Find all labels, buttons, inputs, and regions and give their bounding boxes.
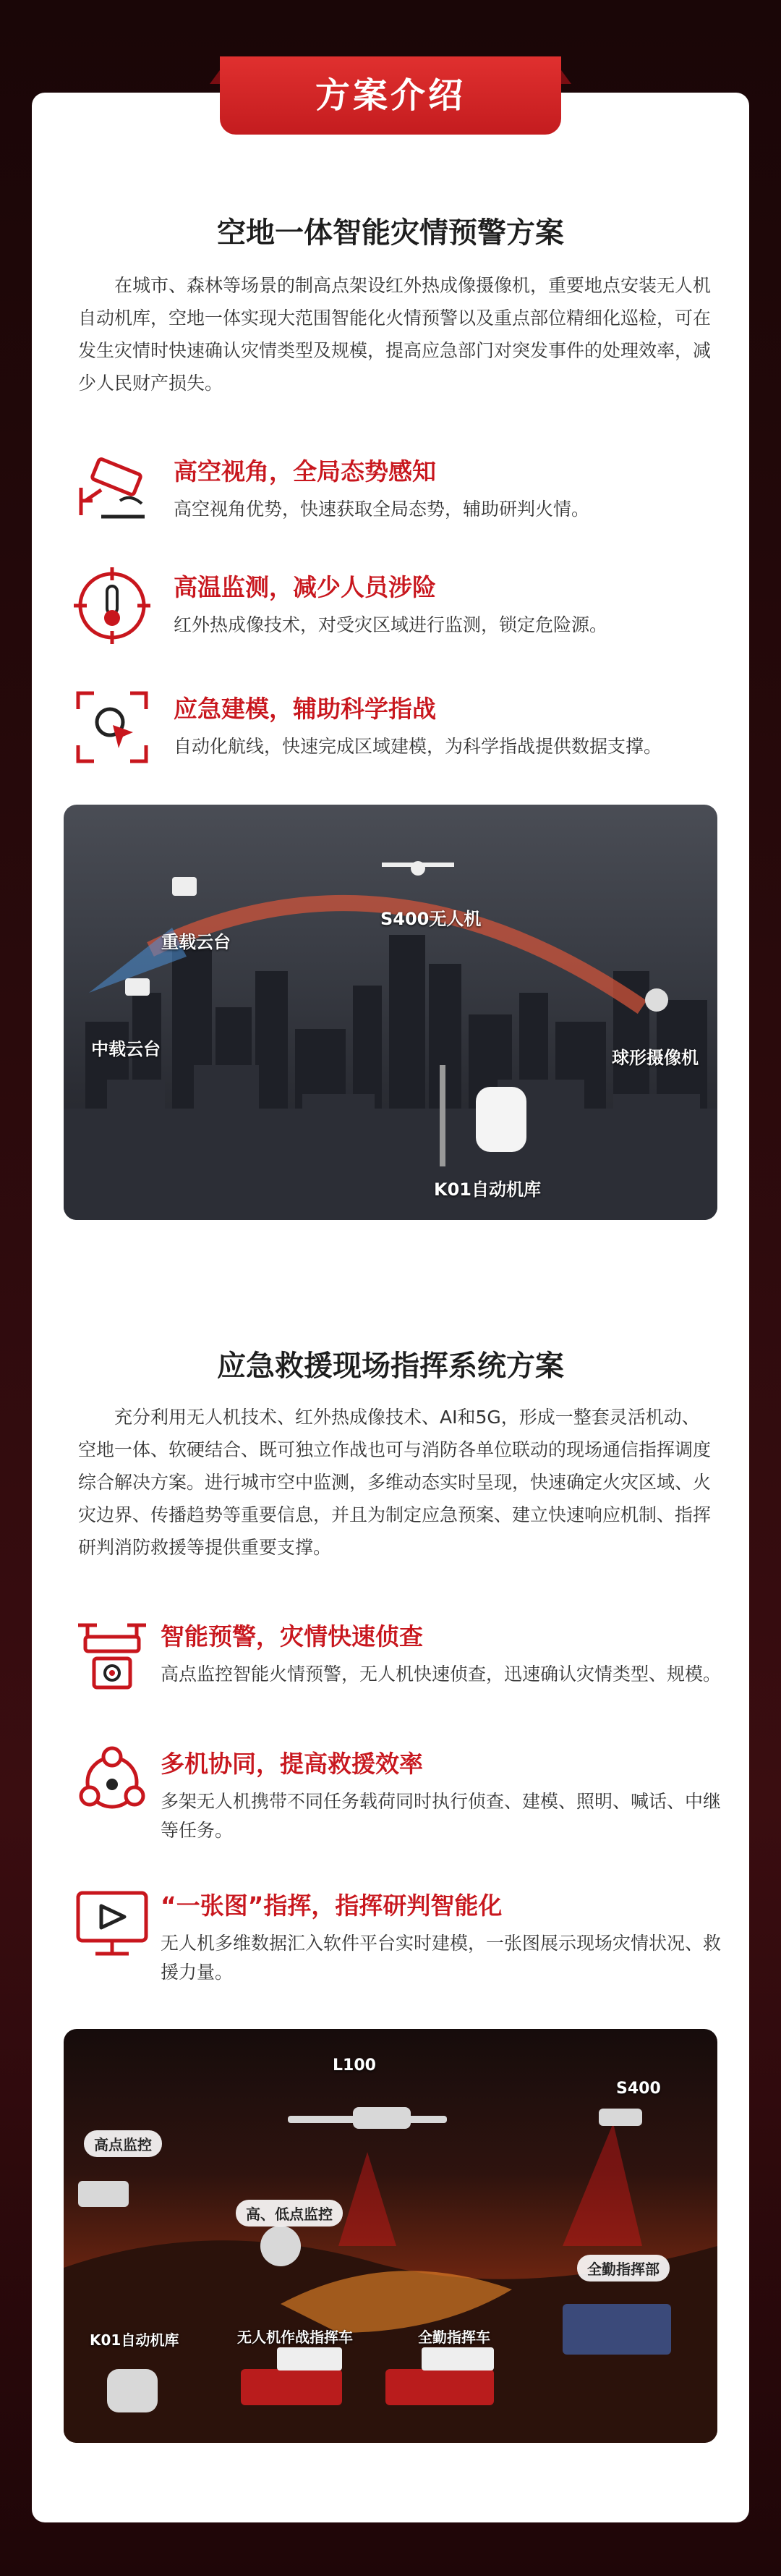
feature-desc: 自动化航线，快速完成区域建模，为科学指战提供数据支撑。 [174, 736, 662, 757]
feature-item [72, 566, 723, 653]
label-high-monitor: 高点监控 [84, 2130, 162, 2157]
label-l100: L100 [333, 2056, 376, 2075]
page-title: 方案介绍 [220, 56, 561, 135]
label-medium-gimbal: 中载云台 [91, 1039, 161, 1059]
feature-item [72, 1615, 723, 1702]
feature-desc: 无人机多维数据汇入软件平台实时建模，一张图展示现场灾情状况、救援力量。 [161, 1933, 722, 1983]
feature-desc: 高点监控智能火情预警，无人机快速侦查，迅速确认灾情类型、规模。 [161, 1664, 722, 1685]
feature-desc: 高空视角优势，快速获取全局态势，辅助研判火情。 [174, 499, 590, 520]
label-heavy-gimbal: 重载云台 [161, 932, 231, 952]
feature-item [72, 1884, 723, 1993]
drone-alert-icon [72, 1615, 152, 1695]
map-pointer-icon [72, 687, 152, 767]
feature-desc: 多架无人机携带不同任务载荷同时执行侦查、建模、照明、喊话、中继等任务。 [161, 1791, 722, 1841]
feature-title: 高温监测，减少人员涉险 [174, 573, 436, 601]
feature-title: 智能预警，灾情快速侦查 [161, 1622, 423, 1651]
section2-intro: 充分利用无人机技术、红外热成像技术、AI和5G，形成一整套灵活机动、空地一体、软硬结合、既可独立作战也可与消防各单位联动的现场通信指挥调度综合解决方案。进行城市空中监测，多维动态实时呈现，快速确定火灾区域、火灾边界、传播趋势等重要信息，并且为制定应急预案、建立快速响应机制、指挥研判消防救援等提供重要支撑。 [78, 1407, 712, 1558]
label-drone-vehicle: 无人机作战指挥车 [237, 2329, 353, 2346]
monitor-map-icon [72, 1884, 152, 1964]
label-command-vehicle: 全勤指挥车 [418, 2329, 490, 2346]
feature-desc: 红外热成像技术，对受灾区域进行监测，锁定危险源。 [174, 614, 608, 635]
feature-title: 高空视角，全局态势感知 [174, 457, 436, 486]
rescue-scene-image [64, 2029, 717, 2443]
label-hangar: K01自动机库 [434, 1179, 541, 1200]
section2-title: 应急救援现场指挥系统方案 [217, 1350, 564, 1383]
header-ribbon [210, 56, 571, 136]
feature-item [72, 687, 723, 774]
label-command-post: 全勤指挥部 [577, 2255, 670, 2281]
label-s400: S400 [616, 2080, 661, 2098]
section1-title: 空地一体智能灾情预警方案 [217, 216, 564, 250]
feature-title: “一张图”指挥，指挥研判智能化 [161, 1891, 503, 1920]
feature-item [72, 450, 723, 537]
label-drone: S400无人机 [380, 909, 482, 929]
label-high-low-monitor: 高、低点监控 [236, 2200, 343, 2227]
label-hangar: K01自动机库 [90, 2331, 179, 2349]
feature-item [72, 1742, 723, 1851]
surveillance-camera-icon [72, 450, 152, 530]
city-scene-image [64, 805, 717, 1220]
section1-intro: 在城市、森林等场景的制高点架设红外热成像摄像机，重要地点安装无人机自动机库，空地一体实现大范围智能化火情预警以及重点部位精细化巡检，可在发生灾情时快速确认灾情类型及规模，提高应急部门对突发事件的处理效率，减少人民财产损失。 [78, 275, 712, 394]
feature-title: 多机协同，提高救援效率 [161, 1750, 423, 1778]
label-dome-camera: 球形摄像机 [612, 1048, 699, 1068]
feature-title: 应急建模，辅助科学指战 [174, 695, 436, 723]
thermometer-target-icon [72, 566, 152, 645]
multi-drone-icon [72, 1742, 152, 1822]
